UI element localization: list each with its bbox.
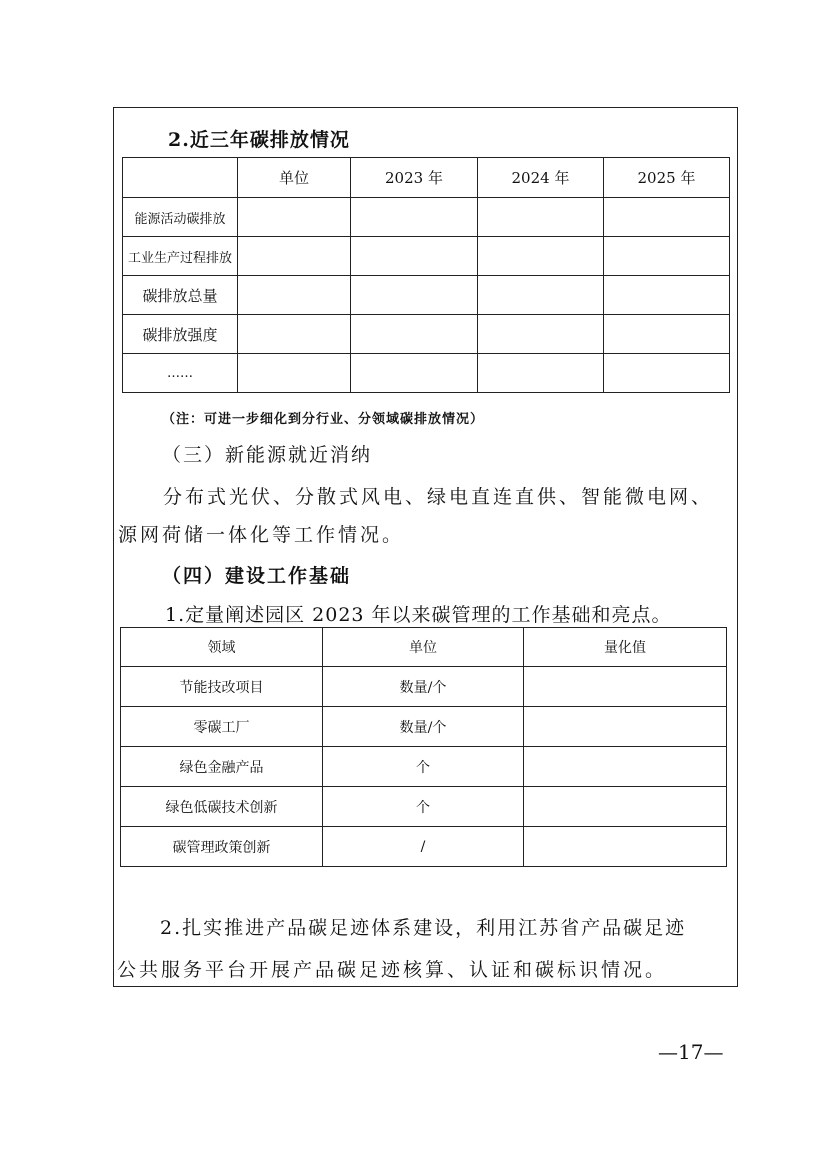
- value-cell: [524, 787, 727, 827]
- page-number: —17—: [658, 1040, 724, 1064]
- table-row: [123, 237, 730, 276]
- table-cell: [478, 198, 604, 237]
- field-cell: 绿色低碳技术创新: [121, 787, 323, 827]
- paragraph-line: 分布式光伏、分散式风电、绿电直连直供、智能微电网、: [163, 486, 714, 508]
- field-cell: 绿色金融产品: [121, 747, 323, 787]
- table-cell: [351, 198, 478, 237]
- paragraph-line: 1.定量阐述园区 2023 年以来碳管理的工作基础和亮点。: [165, 604, 672, 626]
- row-label: ……: [123, 354, 238, 393]
- table-row: [121, 667, 727, 707]
- table-cell: [478, 276, 604, 315]
- table-header-cell: 2023 年: [351, 158, 478, 198]
- subsection-heading: （三）新能源就近消纳: [162, 444, 373, 466]
- value-cell: [524, 827, 727, 867]
- table-row: [123, 354, 730, 393]
- table-cell: [238, 198, 351, 237]
- field-cell: 零碳工厂: [121, 707, 323, 747]
- table-cell: [238, 354, 351, 393]
- table-cell: [478, 237, 604, 276]
- table-header-cell: [123, 158, 238, 198]
- table-cell: [351, 354, 478, 393]
- table-header-row: [123, 158, 730, 198]
- table-row: [123, 315, 730, 354]
- row-label: 碳排放总量: [123, 276, 238, 315]
- table-cell: [238, 315, 351, 354]
- table-row: [123, 198, 730, 237]
- paragraph-line: 2.扎实推进产品碳足迹体系建设，利用江苏省产品碳足迹: [160, 917, 687, 939]
- table-cell: [351, 276, 478, 315]
- unit-cell: 个: [323, 747, 524, 787]
- value-cell: [524, 707, 727, 747]
- table-cell: [351, 237, 478, 276]
- table-cell: [238, 237, 351, 276]
- table-header-row: [121, 628, 727, 667]
- table-header-cell: 单位: [238, 158, 351, 198]
- table-cell: [238, 276, 351, 315]
- table-cell: [604, 198, 730, 237]
- table-cell: [604, 354, 730, 393]
- table-cell: [478, 354, 604, 393]
- table-row: [121, 707, 727, 747]
- value-cell: [524, 747, 727, 787]
- value-cell: [524, 667, 727, 707]
- table-row: [121, 747, 727, 787]
- table-row: [121, 827, 727, 867]
- row-label: 能源活动碳排放: [123, 198, 238, 237]
- table-cell: [604, 276, 730, 315]
- table-header-cell: 量化值: [524, 628, 727, 667]
- table-header-cell: 单位: [323, 628, 524, 667]
- table-row: [123, 276, 730, 315]
- table-cell: [478, 315, 604, 354]
- table-note: （注：可进一步细化到分行业、分领域碳排放情况）: [162, 412, 485, 427]
- table-cell: [604, 315, 730, 354]
- unit-cell: /: [323, 827, 524, 867]
- table-cell: [604, 237, 730, 276]
- unit-cell: 数量/个: [323, 707, 524, 747]
- section-title: 2.近三年碳排放情况: [168, 129, 350, 151]
- table-row: [121, 787, 727, 827]
- basis-table: [120, 627, 727, 867]
- unit-cell: 数量/个: [323, 667, 524, 707]
- subsection-heading: （四）建设工作基础: [162, 565, 352, 587]
- field-cell: 节能技改项目: [121, 667, 323, 707]
- unit-cell: 个: [323, 787, 524, 827]
- table-cell: [351, 315, 478, 354]
- table-header-cell: 2025 年: [604, 158, 730, 198]
- row-label: 工业生产过程排放: [123, 237, 238, 276]
- paragraph-line: 公共服务平台开展产品碳足迹核算、认证和碳标识情况。: [117, 959, 668, 981]
- table-header-cell: 2024 年: [478, 158, 604, 198]
- paragraph-line: 源网荷储一体化等工作情况。: [118, 524, 405, 546]
- table-header-cell: 领域: [121, 628, 323, 667]
- emissions-table: [122, 157, 730, 393]
- row-label: 碳排放强度: [123, 315, 238, 354]
- field-cell: 碳管理政策创新: [121, 827, 323, 867]
